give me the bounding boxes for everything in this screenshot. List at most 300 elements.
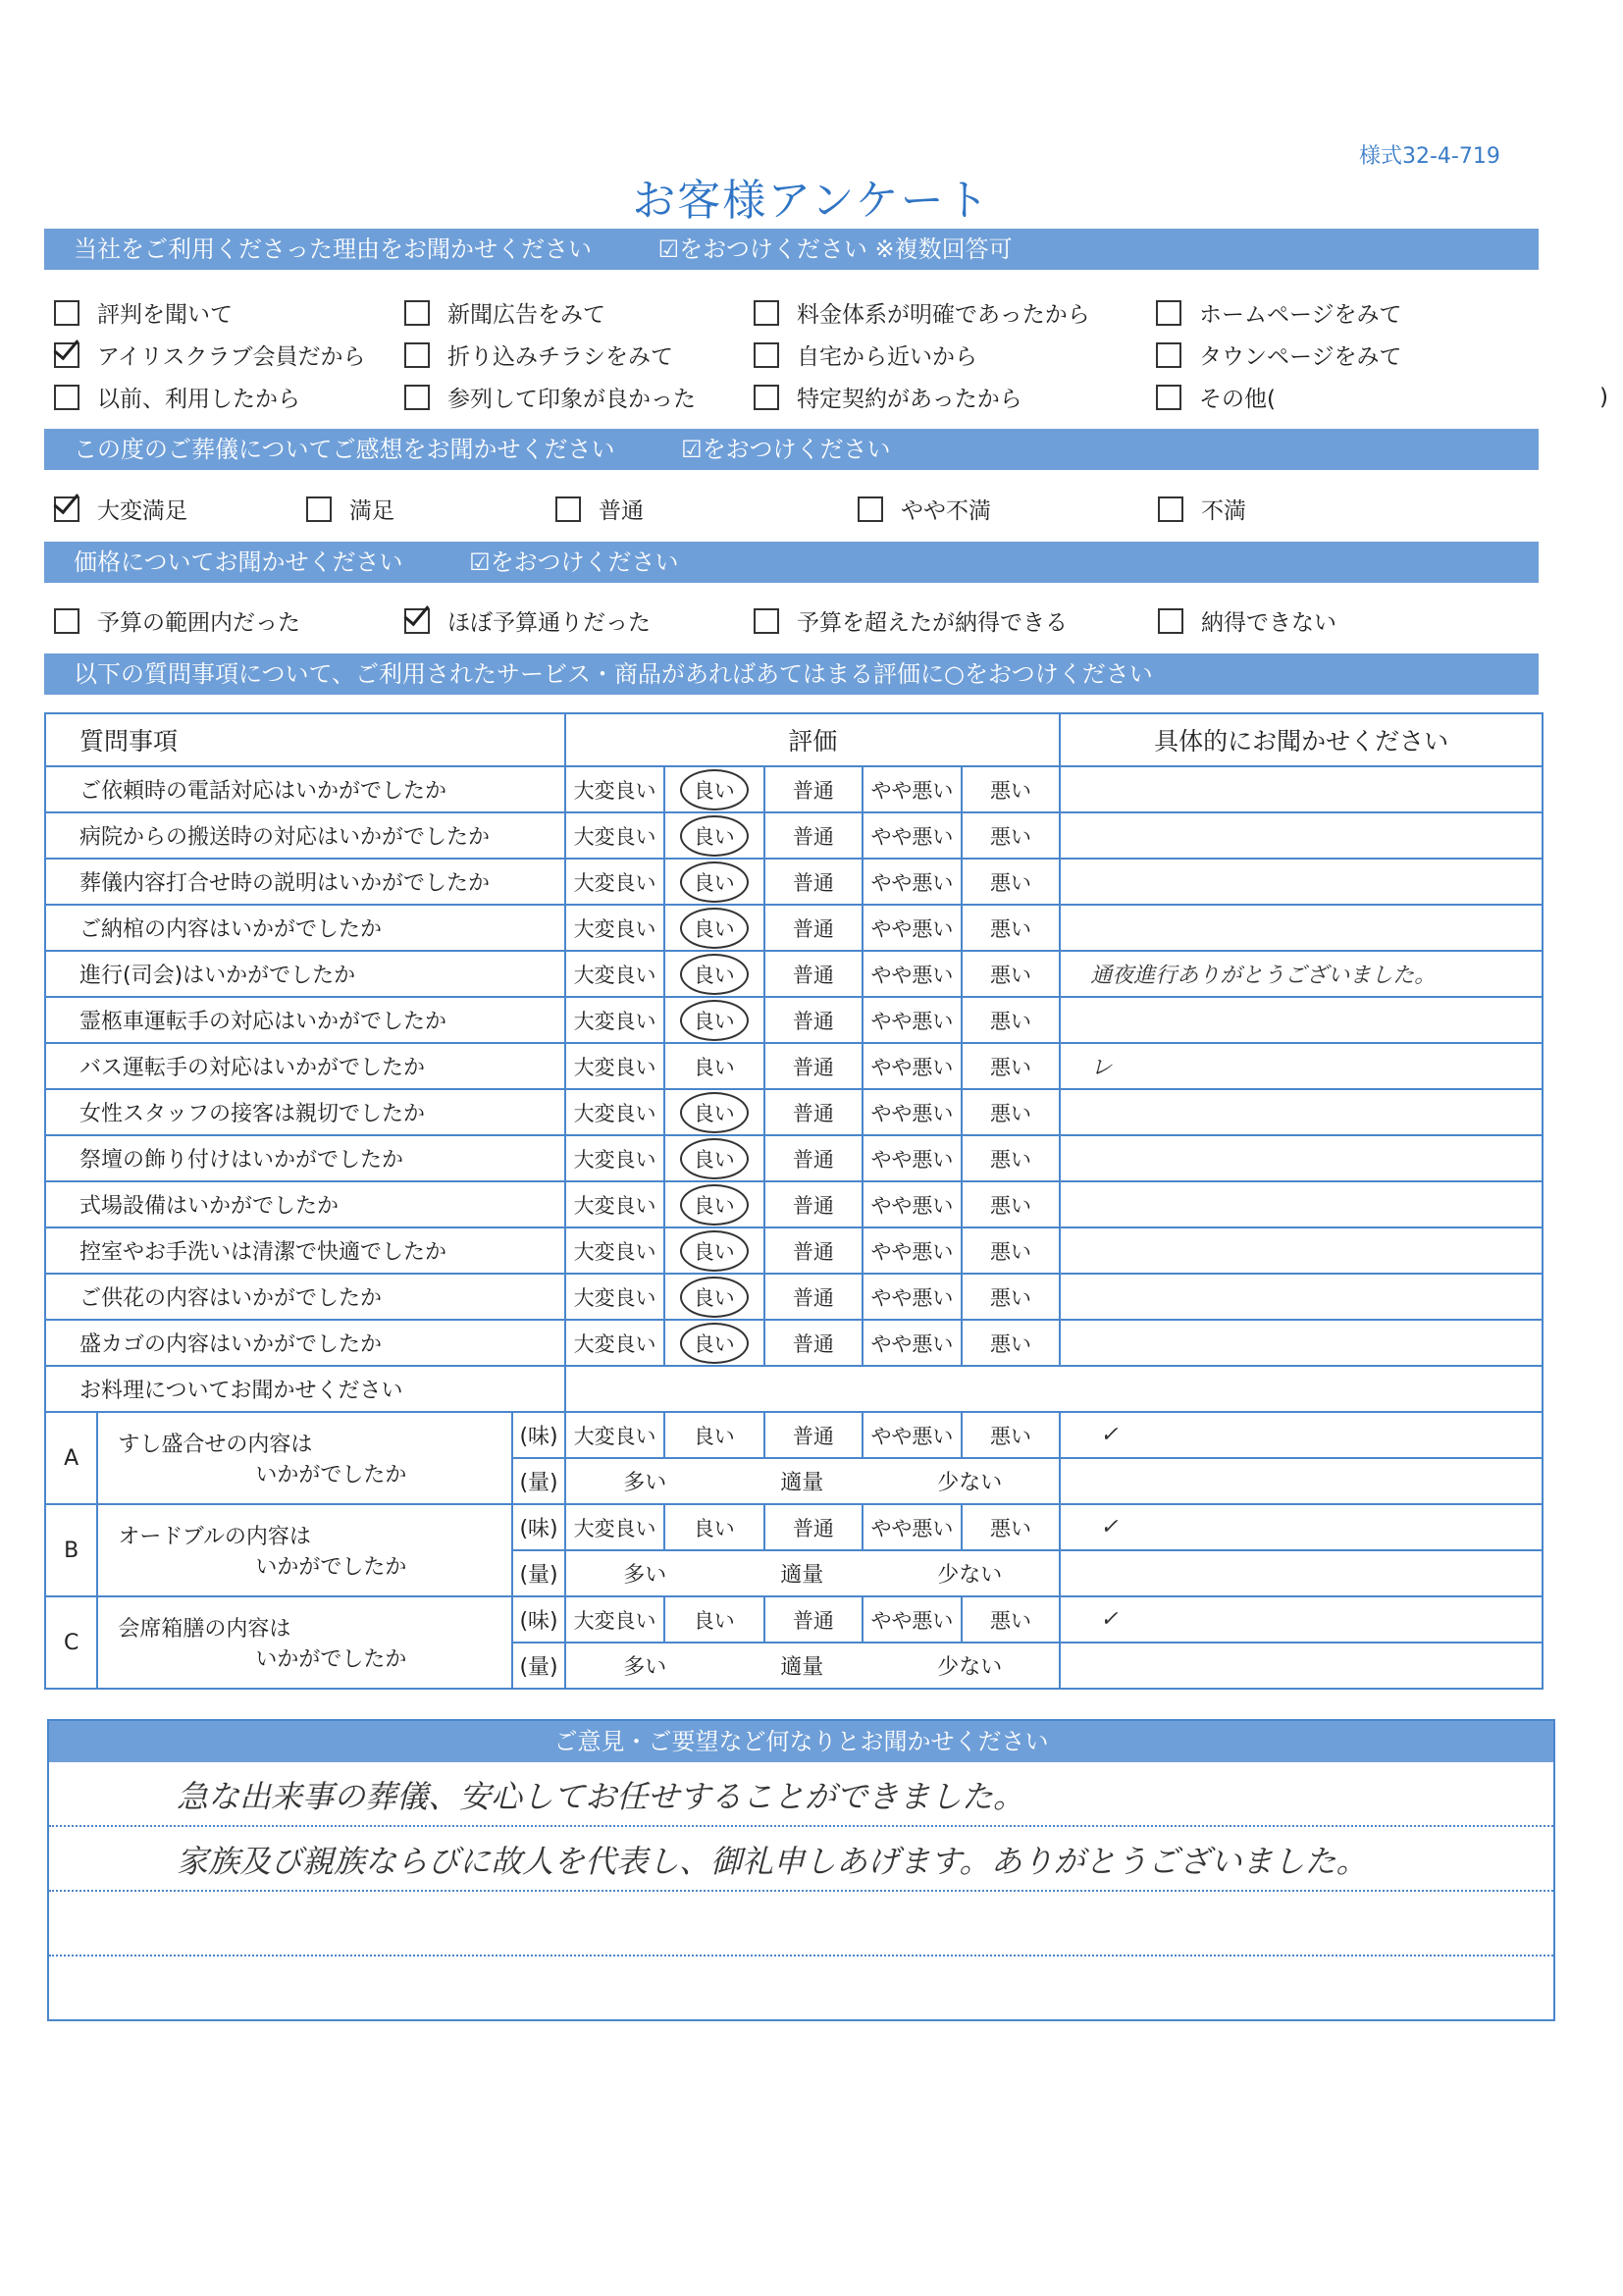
- checkbox-icon[interactable]: [404, 342, 430, 368]
- table-row: [45, 1043, 1543, 1089]
- amount-option[interactable]: 適量: [780, 1563, 824, 1588]
- rating-option[interactable]: [863, 1274, 962, 1320]
- comment-text: 急な出来事の葬儀、安心してお任せすることができました。: [177, 1778, 1025, 1815]
- rating-label: 普通: [792, 1009, 834, 1033]
- rating-option[interactable]: [764, 812, 864, 859]
- rating-label: 普通: [792, 1055, 834, 1079]
- checkbox-icon[interactable]: [754, 300, 779, 326]
- taste-rating-option[interactable]: [764, 1596, 864, 1643]
- table-row: [45, 766, 1543, 812]
- checkbox-label: 料金体系が明確であったから: [797, 302, 1090, 328]
- rating-label: 普通: [792, 870, 834, 895]
- rating-label: 大変良い: [573, 1331, 656, 1356]
- rating-option[interactable]: [764, 1089, 864, 1135]
- food-id: A: [45, 1412, 97, 1504]
- rating-option[interactable]: [764, 1320, 864, 1366]
- checkbox-icon[interactable]: [54, 300, 79, 326]
- rating-label: 悪い: [990, 1055, 1031, 1079]
- rating-option[interactable]: [863, 1227, 962, 1274]
- question-text: ご供花の内容はいかがでしたか: [45, 1274, 565, 1320]
- rating-label: 悪い: [990, 1009, 1031, 1033]
- detail-cell[interactable]: [1060, 1043, 1543, 1089]
- rating-label: やや悪い: [870, 1516, 954, 1540]
- price-heading: 価格についてお聞かせください: [74, 548, 403, 576]
- detail-cell[interactable]: [1060, 1135, 1543, 1181]
- reason-instruction: ☑をおつけください ※複数回答可: [657, 235, 1013, 263]
- amount-option[interactable]: 適量: [780, 1471, 824, 1495]
- checkbox-label: ホームページをみて: [1199, 302, 1402, 328]
- taste-label: (味): [512, 1412, 565, 1458]
- price-option-2[interactable]: [754, 604, 1068, 637]
- taste-rating-option[interactable]: [863, 1596, 962, 1643]
- rating-label: やや悪い: [870, 916, 954, 941]
- price-option-0[interactable]: [54, 604, 300, 637]
- rating-label: やや悪い: [870, 1009, 954, 1033]
- rating-label: やや悪い: [870, 1193, 954, 1218]
- amount-option[interactable]: 多い: [623, 1655, 667, 1680]
- taste-rating-option[interactable]: [764, 1504, 864, 1550]
- food-detail-comment: ✓: [1100, 1607, 1119, 1632]
- checkbox-icon[interactable]: [754, 385, 779, 410]
- amount-option[interactable]: 適量: [780, 1655, 824, 1680]
- rating-option[interactable]: [664, 997, 764, 1043]
- food-detail-comment: ✓: [1100, 1423, 1119, 1447]
- comment-text: 家族及び親族ならびに故人を代表し、御礼申しあげます。ありがとうございました。: [177, 1843, 1368, 1880]
- taste-rating-option[interactable]: [863, 1504, 962, 1550]
- checkbox-icon[interactable]: [1156, 342, 1181, 368]
- impression-heading-band: [44, 429, 1539, 470]
- food-detail-cell[interactable]: [1060, 1504, 1543, 1550]
- detail-cell[interactable]: [1060, 766, 1543, 812]
- rating-label: 悪い: [990, 1193, 1031, 1218]
- rating-option[interactable]: [764, 1227, 864, 1274]
- rating-option[interactable]: [764, 1043, 864, 1089]
- rating-option[interactable]: [664, 1043, 764, 1089]
- rating-option[interactable]: [863, 766, 962, 812]
- rating-option[interactable]: [664, 905, 764, 951]
- table-row: [45, 1320, 1543, 1366]
- comment-line[interactable]: [49, 1957, 1553, 2019]
- reason-option-10[interactable]: [1156, 339, 1402, 371]
- reason-option-8[interactable]: [754, 381, 1022, 413]
- impression-heading: この度のご葬儀についてご感想をお聞かせください: [74, 436, 615, 463]
- detail-comment: 通夜進行ありがとうございました。: [1090, 964, 1437, 988]
- rating-label: やや悪い: [870, 1424, 954, 1448]
- taste-label: (味): [512, 1596, 565, 1643]
- detail-cell[interactable]: [1060, 1227, 1543, 1274]
- question-text: 控室やお手洗いは清潔で快適でしたか: [45, 1227, 565, 1274]
- food-name-line2: いかがでしたか: [255, 1647, 407, 1672]
- detail-cell[interactable]: [1060, 1089, 1543, 1135]
- price-option-1[interactable]: [404, 604, 651, 637]
- rating-option[interactable]: [664, 1320, 764, 1366]
- checkbox-icon[interactable]: [1156, 385, 1181, 410]
- reason-heading: 当社をご利用くださった理由をお聞かせください: [74, 235, 592, 263]
- rating-option[interactable]: [863, 1320, 962, 1366]
- rating-label: 大変良い: [573, 1239, 656, 1264]
- col-question-header: 質問事項: [45, 713, 565, 766]
- question-text: 葬儀内容打合せ時の説明はいかがでしたか: [45, 859, 565, 905]
- taste-rating-option[interactable]: [962, 1412, 1061, 1458]
- checkbox-label: ほぼ予算通りだった: [447, 610, 651, 636]
- rating-label: 大変良い: [573, 1009, 656, 1033]
- rating-option[interactable]: [565, 1227, 664, 1274]
- rating-option[interactable]: [764, 997, 864, 1043]
- food-detail-cell[interactable]: [1060, 1412, 1543, 1458]
- evaluation-heading-band: [44, 653, 1539, 695]
- food-taste-row: [45, 1412, 1543, 1458]
- amount-detail-cell[interactable]: [1060, 1643, 1543, 1689]
- rating-option[interactable]: [764, 766, 864, 812]
- comment-line[interactable]: [49, 1762, 1553, 1827]
- rating-label: やや悪い: [870, 870, 954, 895]
- rating-option[interactable]: [962, 1043, 1061, 1089]
- checkbox-label: 新聞広告をみて: [447, 302, 605, 328]
- rating-label: 良い: [680, 1323, 749, 1364]
- rating-option[interactable]: [764, 859, 864, 905]
- reason-option-4[interactable]: [404, 339, 673, 371]
- checkbox-label: 特定契約があったから: [797, 387, 1022, 412]
- reason-option-2[interactable]: [54, 381, 300, 413]
- table-row: [45, 859, 1543, 905]
- rating-label: 良い: [680, 1092, 749, 1133]
- comments-heading: ご意見・ご要望など何なりとお聞かせください: [49, 1721, 1553, 1762]
- rating-label: やや悪い: [870, 1239, 954, 1264]
- rating-option[interactable]: [962, 997, 1061, 1043]
- rating-label: やや悪い: [870, 778, 954, 803]
- rating-option[interactable]: [664, 951, 764, 997]
- rating-label: 悪い: [990, 824, 1031, 849]
- rating-option[interactable]: [863, 1135, 962, 1181]
- rating-label: 悪い: [990, 1147, 1031, 1172]
- food-taste-row: [45, 1504, 1543, 1550]
- checkbox-icon[interactable]: [54, 385, 79, 410]
- rating-label: 大変良い: [573, 1193, 656, 1218]
- rating-option[interactable]: [664, 1274, 764, 1320]
- rating-option[interactable]: [565, 1274, 664, 1320]
- question-text: ご納棺の内容はいかがでしたか: [45, 905, 565, 951]
- rating-option[interactable]: [863, 1089, 962, 1135]
- impression-option-3[interactable]: [858, 493, 991, 525]
- question-text: 盛カゴの内容はいかがでしたか: [45, 1320, 565, 1366]
- detail-cell[interactable]: [1060, 1274, 1543, 1320]
- taste-rating-option[interactable]: [664, 1504, 764, 1550]
- checkbox-icon[interactable]: [754, 608, 779, 634]
- detail-cell[interactable]: [1060, 997, 1543, 1043]
- reason-option-11[interactable]: [1156, 381, 1608, 413]
- checkbox-label: 納得できない: [1201, 610, 1336, 636]
- taste-rating-option[interactable]: [664, 1412, 764, 1458]
- rating-option[interactable]: [962, 1181, 1061, 1227]
- rating-option[interactable]: [565, 997, 664, 1043]
- rating-label: 大変良い: [573, 1055, 656, 1079]
- impression-option-1[interactable]: [306, 493, 394, 525]
- rating-option[interactable]: [565, 905, 664, 951]
- rating-label: やや悪い: [870, 1285, 954, 1310]
- rating-option[interactable]: [565, 766, 664, 812]
- rating-option[interactable]: [664, 1181, 764, 1227]
- checkbox-icon[interactable]: [1158, 608, 1183, 634]
- rating-option[interactable]: [962, 1274, 1061, 1320]
- checkbox-icon[interactable]: [404, 608, 430, 634]
- other-close-paren: ): [1598, 384, 1608, 410]
- rating-label: 普通: [792, 916, 834, 941]
- checkbox-label: 自宅から近いから: [797, 344, 977, 370]
- rating-option[interactable]: [863, 1181, 962, 1227]
- amount-options: [565, 1458, 1060, 1504]
- rating-label: 良い: [680, 908, 749, 949]
- taste-rating-option[interactable]: [565, 1504, 664, 1550]
- taste-label: (味): [512, 1504, 565, 1550]
- checkbox-icon[interactable]: [1158, 496, 1183, 522]
- checkbox-icon[interactable]: [54, 342, 79, 368]
- rating-label: 良い: [680, 1184, 749, 1226]
- food-heading-row: [45, 1366, 1543, 1412]
- rating-label: 悪い: [990, 870, 1031, 895]
- price-heading-band: [44, 542, 1539, 583]
- checkbox-icon[interactable]: [54, 608, 79, 634]
- reason-option-5[interactable]: [404, 381, 696, 413]
- amount-option[interactable]: 少ない: [937, 1655, 1003, 1680]
- rating-label: 普通: [792, 1285, 834, 1310]
- food-name: 会席箱膳の内容は: [118, 1617, 291, 1642]
- food-name-cell: [97, 1412, 511, 1504]
- rating-label: 悪い: [990, 1516, 1031, 1540]
- rating-option[interactable]: [565, 951, 664, 997]
- rating-option[interactable]: [962, 1135, 1061, 1181]
- taste-rating-option[interactable]: [764, 1412, 864, 1458]
- amount-options: [565, 1550, 1060, 1596]
- rating-label: 良い: [680, 861, 749, 903]
- detail-cell[interactable]: [1060, 1320, 1543, 1366]
- checkbox-label: 参列して印象が良かった: [447, 387, 696, 412]
- checkbox-label: 評判を聞いて: [97, 302, 233, 328]
- table-row: [45, 997, 1543, 1043]
- rating-label: やや悪い: [870, 1101, 954, 1125]
- checkbox-label: 予算の範囲内だった: [97, 610, 300, 636]
- rating-label: 大変良い: [573, 1285, 656, 1310]
- checkbox-label: アイリスクラブ会員だから: [97, 344, 366, 370]
- checkbox-label: タウンページをみて: [1199, 344, 1402, 370]
- rating-option[interactable]: [863, 812, 962, 859]
- amount-option[interactable]: 多い: [623, 1471, 667, 1495]
- rating-label: 悪い: [990, 1285, 1031, 1310]
- comment-line[interactable]: [49, 1827, 1553, 1892]
- rating-label: 悪い: [990, 963, 1031, 987]
- amount-detail-cell[interactable]: [1060, 1458, 1543, 1504]
- checkbox-icon[interactable]: [54, 496, 79, 522]
- rating-label: 悪い: [990, 1101, 1031, 1125]
- detail-cell[interactable]: [1060, 905, 1543, 951]
- rating-option[interactable]: [962, 859, 1061, 905]
- amount-label: (量): [512, 1458, 565, 1504]
- checkbox-icon[interactable]: [858, 496, 883, 522]
- rating-label: 大変良い: [573, 1101, 656, 1125]
- price-option-3[interactable]: [1158, 604, 1336, 637]
- taste-rating-option[interactable]: [565, 1596, 664, 1643]
- rating-label: 悪い: [990, 1424, 1031, 1448]
- checkbox-label: やや不満: [901, 498, 991, 524]
- checkbox-icon[interactable]: [306, 496, 332, 522]
- rating-label: やや悪い: [870, 1147, 954, 1172]
- checkbox-label: 不満: [1201, 498, 1246, 524]
- checkbox-label: 予算を超えたが納得できる: [797, 610, 1068, 636]
- food-name-line2: いかがでしたか: [255, 1555, 407, 1580]
- rating-label: 大変良い: [573, 824, 656, 849]
- survey-title: お客様アンケート: [632, 176, 991, 226]
- impression-option-4[interactable]: [1158, 493, 1246, 525]
- rating-label: やや悪い: [870, 1331, 954, 1356]
- rating-label: やや悪い: [870, 1055, 954, 1079]
- rating-label: 大変良い: [573, 1424, 656, 1448]
- table-row: [45, 905, 1543, 951]
- reason-option-7[interactable]: [754, 339, 977, 371]
- checkbox-icon[interactable]: [555, 496, 581, 522]
- price-instruction: ☑をおつけください: [469, 548, 679, 576]
- rating-option[interactable]: [664, 1227, 764, 1274]
- rating-option[interactable]: [664, 1135, 764, 1181]
- amount-options: [565, 1643, 1060, 1689]
- detail-cell[interactable]: [1060, 812, 1543, 859]
- rating-label: 良い: [680, 1000, 749, 1041]
- taste-rating-option[interactable]: [962, 1504, 1061, 1550]
- rating-option[interactable]: [565, 1181, 664, 1227]
- rating-option[interactable]: [863, 905, 962, 951]
- taste-rating-option[interactable]: [565, 1412, 664, 1458]
- rating-label: 普通: [792, 1331, 834, 1356]
- detail-cell[interactable]: [1060, 1181, 1543, 1227]
- table-row: [45, 1089, 1543, 1135]
- amount-detail-cell[interactable]: [1060, 1550, 1543, 1596]
- question-text: ご依頼時の電話対応はいかがでしたか: [45, 766, 565, 812]
- checkbox-icon[interactable]: [754, 342, 779, 368]
- rating-option[interactable]: [664, 766, 764, 812]
- rating-option[interactable]: [764, 1135, 864, 1181]
- question-text: 病院からの搬送時の対応はいかがでしたか: [45, 812, 565, 859]
- rating-label: 普通: [792, 1193, 834, 1218]
- rating-option[interactable]: [962, 951, 1061, 997]
- taste-rating-option[interactable]: [962, 1596, 1061, 1643]
- rating-label: 普通: [792, 1239, 834, 1264]
- rating-label: 悪い: [990, 1331, 1031, 1356]
- rating-label: 良い: [693, 1424, 735, 1448]
- rating-option[interactable]: [565, 1320, 664, 1366]
- rating-option[interactable]: [962, 1320, 1061, 1366]
- rating-option[interactable]: [664, 812, 764, 859]
- detail-cell[interactable]: [1060, 859, 1543, 905]
- col-detail-header: 具体的にお聞かせください: [1060, 713, 1543, 766]
- rating-option[interactable]: [764, 1181, 864, 1227]
- rating-option[interactable]: [962, 812, 1061, 859]
- rating-option[interactable]: [962, 1089, 1061, 1135]
- rating-option[interactable]: [962, 905, 1061, 951]
- rating-label: 普通: [792, 1147, 834, 1172]
- rating-option[interactable]: [962, 766, 1061, 812]
- rating-label: 良い: [680, 1277, 749, 1318]
- rating-option[interactable]: [764, 905, 864, 951]
- rating-option[interactable]: [863, 951, 962, 997]
- comment-line[interactable]: [49, 1892, 1553, 1957]
- question-text: バス運転手の対応はいかがでしたか: [45, 1043, 565, 1089]
- table-row: [45, 1227, 1543, 1274]
- checkbox-icon[interactable]: [404, 385, 430, 410]
- rating-option[interactable]: [764, 951, 864, 997]
- food-name-cell: [97, 1596, 511, 1689]
- question-text: 女性スタッフの接客は親切でしたか: [45, 1089, 565, 1135]
- impression-option-0[interactable]: [54, 493, 187, 525]
- rating-option[interactable]: [863, 859, 962, 905]
- rating-option[interactable]: [664, 859, 764, 905]
- rating-option[interactable]: [962, 1227, 1061, 1274]
- food-taste-row: [45, 1596, 1543, 1643]
- question-text: 式場設備はいかがでしたか: [45, 1181, 565, 1227]
- rating-label: 普通: [792, 824, 834, 849]
- food-detail-cell[interactable]: [1060, 1596, 1543, 1643]
- rating-label: 普通: [792, 963, 834, 987]
- amount-option[interactable]: 少ない: [937, 1563, 1003, 1588]
- amount-option[interactable]: 少ない: [937, 1471, 1003, 1495]
- rating-label: 悪い: [990, 778, 1031, 803]
- rating-option[interactable]: [863, 1043, 962, 1089]
- food-name: すし盛合せの内容は: [118, 1433, 313, 1457]
- impression-option-2[interactable]: [555, 493, 644, 525]
- food-name: オードブルの内容は: [118, 1525, 311, 1549]
- question-text: 祭壇の飾り付けはいかがでしたか: [45, 1135, 565, 1181]
- rating-label: 普通: [792, 1101, 834, 1125]
- rating-label: やや悪い: [870, 963, 954, 987]
- rating-option[interactable]: [565, 812, 664, 859]
- reason-option-6[interactable]: [754, 296, 1090, 329]
- form-number: 様式32-4-719: [1359, 144, 1500, 169]
- detail-comment: レ: [1090, 1056, 1113, 1080]
- rating-label: 良い: [693, 1055, 735, 1079]
- rating-label: 悪い: [990, 1239, 1031, 1264]
- checkbox-icon[interactable]: [404, 300, 430, 326]
- reason-option-0[interactable]: [54, 296, 233, 329]
- rating-option[interactable]: [565, 859, 664, 905]
- checkbox-icon[interactable]: [1156, 300, 1181, 326]
- question-text: 進行(司会)はいかがでしたか: [45, 951, 565, 997]
- rating-option[interactable]: [764, 1274, 864, 1320]
- checkbox-label: その他(: [1199, 387, 1276, 412]
- rating-option[interactable]: [565, 1089, 664, 1135]
- rating-label: 大変良い: [573, 963, 656, 987]
- taste-rating-option[interactable]: [664, 1596, 764, 1643]
- checkbox-label: 大変満足: [97, 498, 187, 524]
- reason-option-3[interactable]: [404, 296, 605, 329]
- rating-label: 良い: [680, 1230, 749, 1272]
- rating-label: 大変良い: [573, 1147, 656, 1172]
- impression-instruction: ☑をおつけください: [681, 436, 891, 463]
- table-row: [45, 812, 1543, 859]
- rating-option[interactable]: [565, 1043, 664, 1089]
- evaluation-table: [44, 712, 1544, 1690]
- reason-option-9[interactable]: [1156, 296, 1402, 329]
- rating-label: 悪い: [990, 1608, 1031, 1633]
- food-detail-comment: ✓: [1100, 1515, 1119, 1539]
- reason-option-1[interactable]: [54, 339, 365, 371]
- rating-label: 大変良い: [573, 1516, 656, 1540]
- rating-option[interactable]: [664, 1089, 764, 1135]
- rating-label: 大変良い: [573, 916, 656, 941]
- food-heading-blank: [565, 1366, 1543, 1412]
- detail-cell[interactable]: [1060, 951, 1543, 997]
- rating-option[interactable]: [565, 1135, 664, 1181]
- rating-option[interactable]: [863, 997, 962, 1043]
- amount-option[interactable]: 多い: [623, 1563, 667, 1588]
- taste-rating-option[interactable]: [863, 1412, 962, 1458]
- food-heading: お料理についてお聞かせください: [45, 1366, 565, 1412]
